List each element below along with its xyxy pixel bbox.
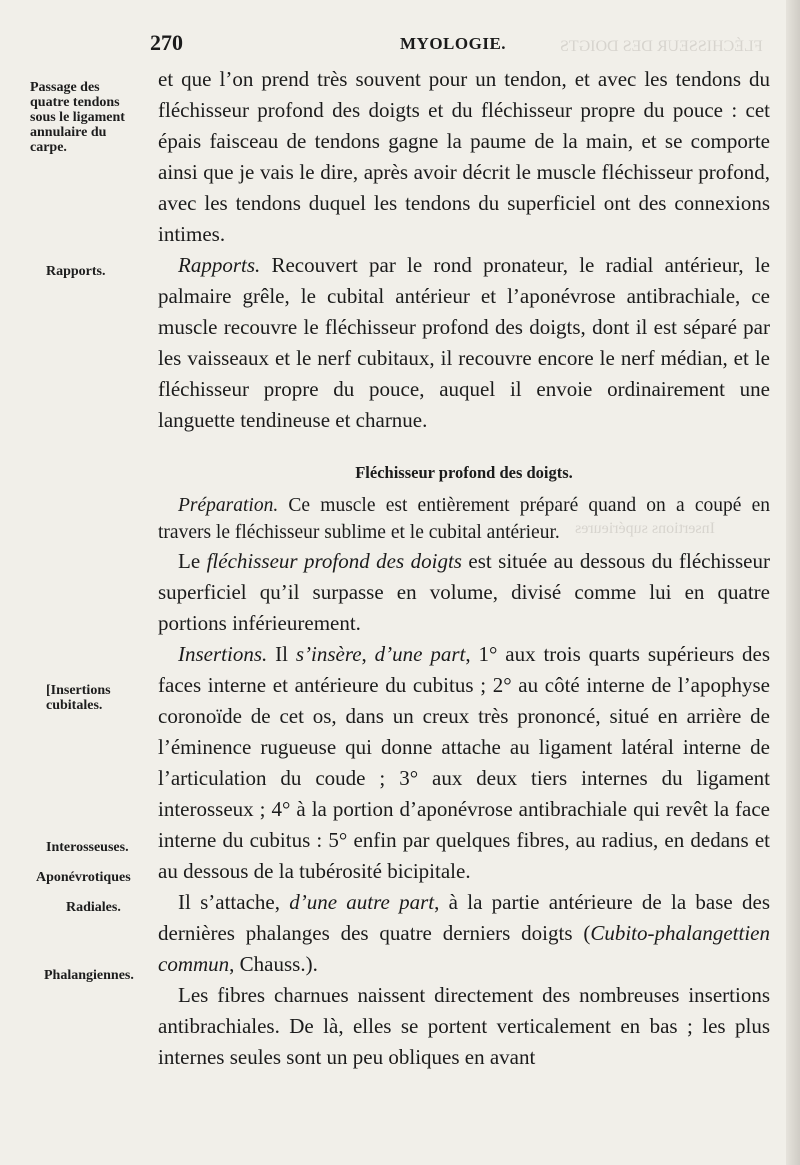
margin-note-radiales: Radiales. [66,900,121,915]
preparation-label: Préparation. [178,495,279,516]
rapports-label: Rapports. [178,253,261,277]
paragraph-insertions [158,639,770,887]
muscle-name: fléchisseur profond des doigts [206,549,462,573]
margin-note-passage: Passage des quatre tendons sous le ligament annulaire du carpe. [30,80,125,155]
paragraph-preparation [158,492,770,546]
attache-text-b: , à la partie antérieure de la base des dernières phalanges des quatre derniers doigts ( [158,890,770,945]
margin-note-aponevrotiques: Aponévrotiques [36,870,131,885]
show-through-ghost: Insertions supérieures [575,520,715,537]
margin-note-phalangiennes: Phalangiennes. [44,968,134,983]
rapports-text: Recouvert par le rond pronateur, le radial antérieur, le palmaire grêle, le cubital antérieur et l’aponévrose antibrachiale, ce muscle recouvre le fléchisseur profond des doigts, dont il est séparé par les vaisseaux et le nerf cubitaux, il recouvre encore le nerf médian, et le fléchisseur propre du pouce, auquel il envoie ordinairement une languette tendineuse et charnue. [158,253,770,432]
preparation-text: Ce muscle est entièrement préparé quand on a coupé en travers le fléchisseur sublime et le cubital antérieur. [158,495,770,543]
insertions-text-b: , [361,642,375,666]
margin-notes [0,0,152,1165]
description-start: Le [178,549,207,573]
margin-note-insertions-cubitales: [Insertions cubitales. [46,683,111,713]
paragraph-fibres: Les fibres charnues naissent directement des nombreuses insertions antibrachiales. De là, elles se portent verticalement en bas ; les plus internes seules sont un peu obliques en avant [158,983,770,1069]
margin-note-rapports: Rapports. [46,264,106,279]
running-head [150,30,770,60]
description-text: est située au dessous du fléchisseur superficiel qu’il surpasse en volume, divisé comme lui en quatre portions inférieurement. [158,549,771,635]
section-title: Fléchisseur profond des doigts. [355,463,573,482]
attache-text-c: , Chauss.). [229,952,318,976]
insertions-em-inserer: s’insère [295,642,362,666]
page-edge-shadow [786,0,800,1165]
margin-note-interosseuses: Interosseuses. [46,840,129,855]
insertions-label: Insertions. [178,642,268,666]
paragraph-attache [158,887,770,980]
show-through-ghost: FLÉCHISSEUR DES DOIGTS [560,38,763,55]
insertions-text-c: , 1° aux trois quarts supérieurs des faces interne et antérieure du cubitus ; 2° au côté interne de l’apophyse coronoïde de cet os, dans un creux très prononcé, situé en arrière de l’éminence rugueuse qui donne attache au ligament latéral interne de l’articulation du coude ; 3° aux deux tiers internes du ligament interosseux ; 4° à la portion d’aponévrose antibrachiale qui revêt la face interne du cubitus : 5° enfin par quelques fibres, au radius, en dedans et au dessous de la tubérosité bicipitale. [158,642,771,883]
attache-text-a: Il s’attache, [178,890,290,914]
body-text [158,64,770,1073]
attache-em-part: d’une autre part [289,890,435,914]
paragraph-rapports [158,250,770,436]
header-title: MYOLOGIE. [400,34,507,53]
paragraph-description [158,546,770,639]
paragraph-tendons: et que l’on prend très souvent pour un tendon, et avec les tendons du fléchisseur profond des doigts et du fléchisseur propre du pouce : cet épais faisceau de tendons gagne la paume de la main, et se comporte ainsi que je vais le dire, après avoir décrit le muscle fléchisseur profond, avec les tendons duquel les tendons du superficiel ont des connexions intimes. [158,67,770,246]
insertions-text-a: Il [267,642,296,666]
attache-em-name: Cubito-phalangettien commun [158,921,770,976]
page-number: 270 [150,30,183,55]
insertions-em-part: d’une part [374,642,466,666]
